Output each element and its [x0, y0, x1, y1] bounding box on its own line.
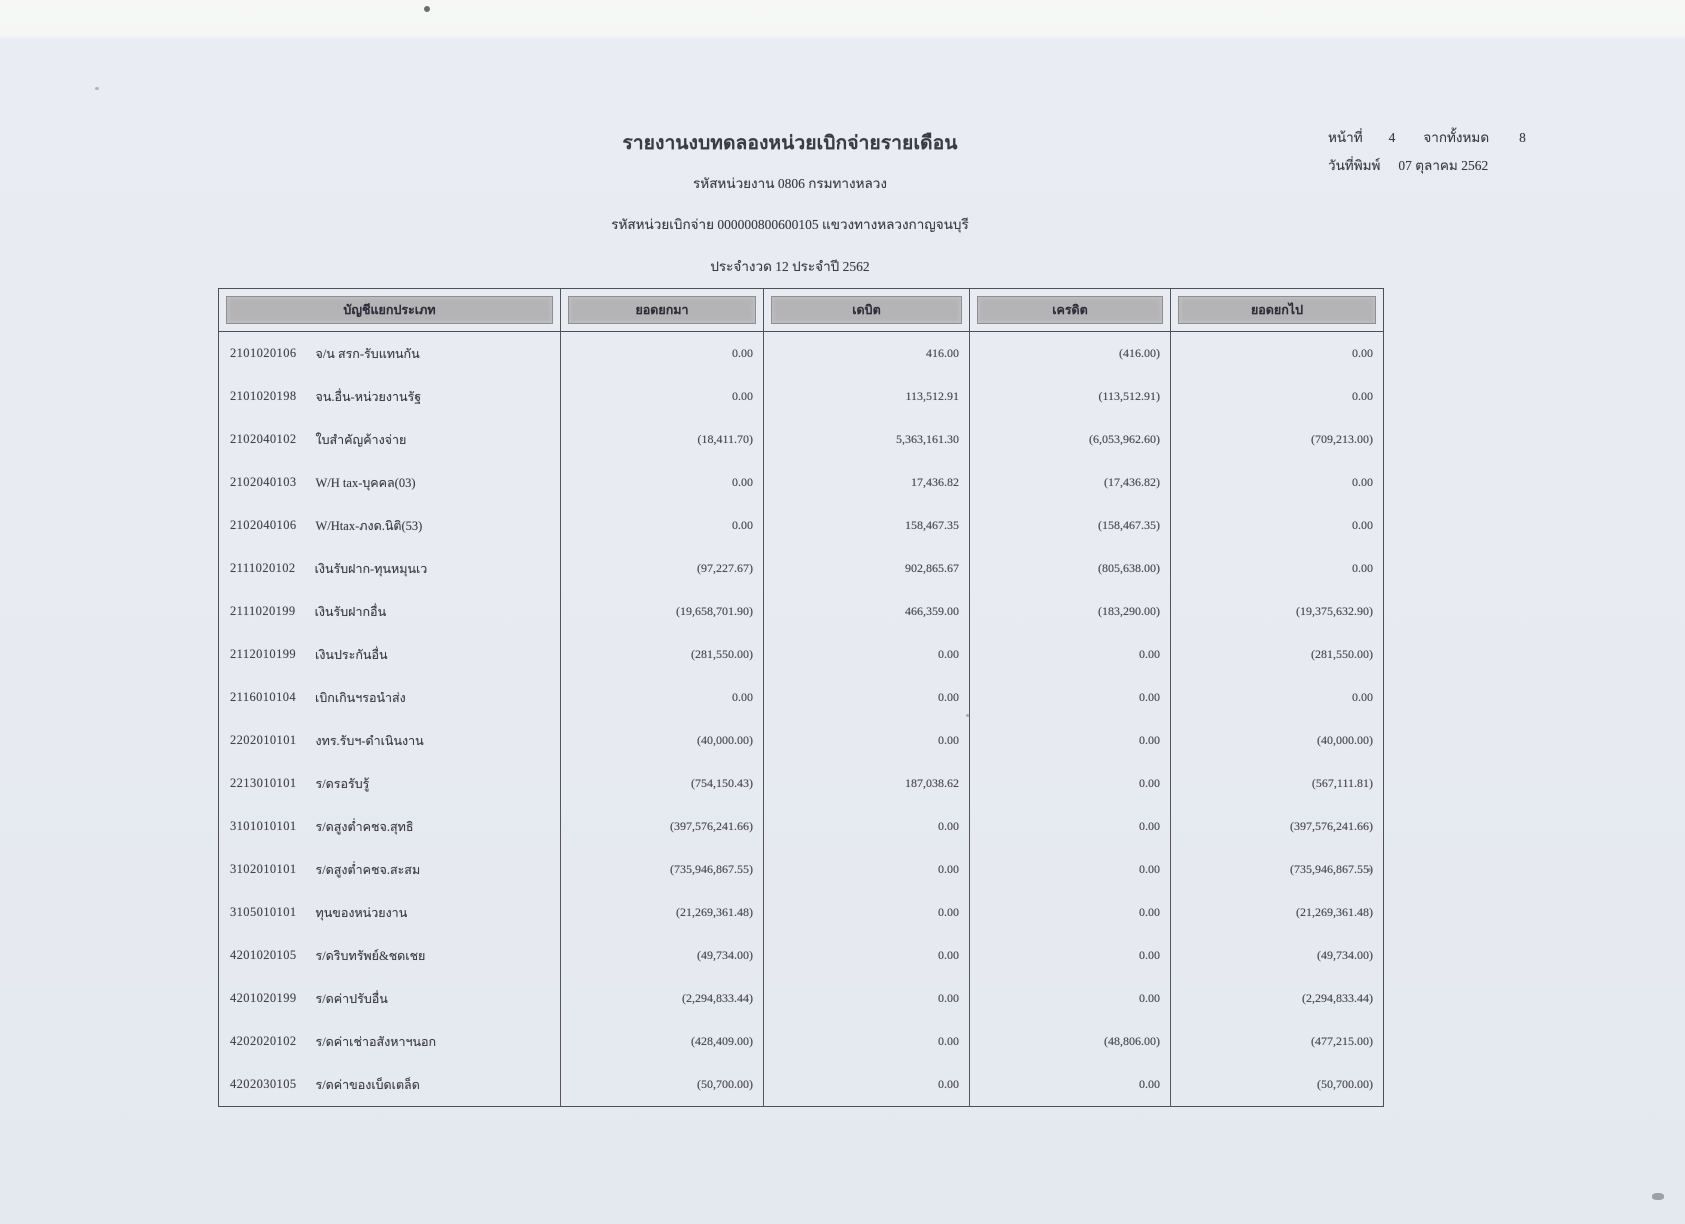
account-code: 2101020106	[230, 346, 297, 360]
header-cell-brought-forward	[561, 289, 764, 331]
carry-forward-cell: 0.00	[1352, 518, 1373, 532]
table-row	[219, 375, 1383, 418]
table-row	[219, 1020, 1383, 1063]
debit-cell: 466,359.00	[764, 590, 970, 633]
debit-cell: 17,436.82	[764, 461, 970, 504]
account-name: ทุนของหน่วยงาน	[315, 905, 408, 920]
account-name: ร/ดสูงต่ำคชจ.สะสม	[315, 862, 421, 877]
account-name: จน.อื่น-หน่วยงานรัฐ	[315, 389, 422, 404]
carry-forward-cell: 0.00	[1352, 389, 1373, 403]
carry-forward-cell: (397,576,241.66)	[1290, 819, 1373, 833]
account-code: 2101020198	[230, 389, 297, 403]
account-cell	[219, 418, 561, 461]
account-cell	[219, 1063, 561, 1106]
brought-forward-cell: 0.00	[561, 332, 764, 375]
total-pages-label: จากทั้งหมด	[1423, 130, 1490, 145]
debit-cell: 0.00	[764, 848, 970, 891]
agency-code-line: รหัสหน่วยงาน 0806 กรมทางหลวง	[693, 176, 887, 191]
account-code: 2213010101	[230, 776, 297, 790]
credit-cell: 0.00	[970, 633, 1171, 676]
carry-forward-cell: (281,550.00)	[1311, 647, 1373, 661]
scan-speck	[1652, 1193, 1664, 1200]
brought-forward-cell: (49,734.00)	[561, 934, 764, 977]
carry-forward-cell: (40,000.00)	[1317, 733, 1373, 747]
table-row	[219, 891, 1383, 934]
credit-cell: 0.00	[970, 1063, 1171, 1106]
header-cell-debit	[764, 289, 970, 331]
debit-cell: 0.00	[764, 977, 970, 1020]
carry-forward-cell: (49,734.00)	[1317, 948, 1373, 962]
account-code: 2112010199	[230, 647, 297, 661]
column-header-carry-forward: ยอดยกไป	[1178, 296, 1376, 324]
account-name: ร/ดค่าเช่าอสังหาฯนอก	[315, 1034, 437, 1049]
credit-cell: (183,290.00)	[970, 590, 1171, 633]
account-cell	[219, 891, 561, 934]
account-cell	[219, 762, 561, 805]
debit-cell: 902,865.67	[764, 547, 970, 590]
brought-forward-cell: (281,550.00)	[561, 633, 764, 676]
header-cell-credit	[970, 289, 1171, 331]
column-header-brought-forward: ยอดยกมา	[568, 296, 756, 324]
account-code: 2102040103	[230, 475, 297, 489]
account-code: 3105010101	[230, 905, 297, 919]
column-header-account: บัญชีแยกประเภท	[226, 296, 553, 324]
credit-cell: 0.00	[970, 934, 1171, 977]
carry-forward-cell: (735,946,867.55)	[1290, 862, 1373, 876]
account-name: งทร.รับฯ-ดำเนินงาน	[315, 733, 424, 748]
carry-forward-cell: (477,215.00)	[1311, 1034, 1373, 1048]
table-row	[219, 848, 1383, 891]
brought-forward-cell: (754,150.43)	[561, 762, 764, 805]
scan-speck	[424, 6, 430, 12]
trial-balance-table	[218, 288, 1384, 1107]
brought-forward-cell: (735,946,867.55)	[561, 848, 764, 891]
table-row	[219, 676, 1383, 719]
account-code: 4202030105	[230, 1077, 297, 1091]
table-row	[219, 934, 1383, 977]
header-cell-carry-forward	[1171, 289, 1383, 331]
credit-cell: (416.00)	[970, 332, 1171, 375]
debit-cell: 158,467.35	[764, 504, 970, 547]
account-cell	[219, 547, 561, 590]
account-name: ร/ดสูงต่ำคชจ.สุทธิ	[315, 819, 414, 834]
debit-cell: 0.00	[764, 633, 970, 676]
carry-forward-cell: (567,111.81)	[1311, 776, 1373, 790]
table-row	[219, 805, 1383, 848]
account-code: 2102040102	[230, 432, 297, 446]
account-name: ร/ดรอรับรู้	[315, 776, 370, 791]
account-name: ร/ดค่าปรับอื่น	[315, 991, 388, 1006]
account-code: 4201020105	[230, 948, 297, 962]
account-code: 2202010101	[230, 733, 297, 747]
total-pages: 8	[1519, 130, 1526, 145]
account-cell	[219, 1020, 561, 1063]
debit-cell: 187,038.62	[764, 762, 970, 805]
brought-forward-cell: 0.00	[561, 504, 764, 547]
page-number-line	[1328, 124, 1526, 152]
credit-cell: (6,053,962.60)	[970, 418, 1171, 461]
table-row	[219, 547, 1383, 590]
brought-forward-cell: 0.00	[561, 375, 764, 418]
debit-cell: 0.00	[764, 805, 970, 848]
brought-forward-cell: (21,269,361.48)	[561, 891, 764, 934]
report-header	[220, 128, 1360, 277]
brought-forward-cell: (428,409.00)	[561, 1020, 764, 1063]
account-code: 2111020199	[230, 604, 296, 618]
table-row	[219, 418, 1383, 461]
brought-forward-cell: 0.00	[561, 676, 764, 719]
carry-forward-cell: 0.00	[1352, 475, 1373, 489]
account-code: 4202020102	[230, 1034, 297, 1048]
carry-forward-cell: (19,375,632.90)	[1296, 604, 1373, 618]
carry-forward-cell: 0.00	[1352, 690, 1373, 704]
debit-cell: 113,512.91	[764, 375, 970, 418]
period-line: ประจำงวด 12 ประจำปี 2562	[710, 259, 870, 274]
account-cell	[219, 848, 561, 891]
account-name: ใบสำคัญค้างจ่าย	[315, 432, 407, 447]
table-row	[219, 719, 1383, 762]
account-name: W/H tax-บุคคล(03)	[315, 475, 416, 490]
account-name: เบิกเกินฯรอนำส่ง	[315, 690, 406, 705]
column-header-credit: เครดิต	[977, 296, 1163, 324]
account-cell	[219, 805, 561, 848]
account-name: เงินประกันอื่น	[315, 647, 388, 662]
column-header-debit: เดบิต	[771, 296, 962, 324]
page-number: 4	[1388, 130, 1396, 145]
credit-cell: (48,806.00)	[970, 1020, 1171, 1063]
print-date-line	[1328, 152, 1526, 180]
credit-cell: (17,436.82)	[970, 461, 1171, 504]
carry-forward-cell: (50,700.00)	[1317, 1077, 1373, 1091]
account-name: เงินรับฝากอื่น	[314, 604, 387, 619]
account-name: ร/ดค่าของเบ็ดเตล็ด	[315, 1077, 420, 1092]
credit-cell: (805,638.00)	[970, 547, 1171, 590]
credit-cell: 0.00	[970, 977, 1171, 1020]
table-row	[219, 332, 1383, 375]
brought-forward-cell: (2,294,833.44)	[561, 977, 764, 1020]
brought-forward-cell: (397,576,241.66)	[561, 805, 764, 848]
brought-forward-cell: (97,227.67)	[561, 547, 764, 590]
account-cell	[219, 633, 561, 676]
brought-forward-cell: (19,658,701.90)	[561, 590, 764, 633]
account-code: 4201020199	[230, 991, 297, 1005]
brought-forward-cell: (40,000.00)	[561, 719, 764, 762]
debit-cell: 416.00	[764, 332, 970, 375]
brought-forward-cell: (18,411.70)	[561, 418, 764, 461]
table-row	[219, 590, 1383, 633]
debit-cell: 0.00	[764, 676, 970, 719]
account-cell	[219, 461, 561, 504]
account-cell	[219, 590, 561, 633]
account-code: 3101010101	[230, 819, 297, 833]
debit-cell: 5,363,161.30	[764, 418, 970, 461]
account-code: 2102040106	[230, 518, 297, 532]
carry-forward-cell: (2,294,833.44)	[1302, 991, 1373, 1005]
credit-cell: (158,467.35)	[970, 504, 1171, 547]
debit-cell: 0.00	[764, 891, 970, 934]
page-label: หน้าที่	[1328, 130, 1363, 145]
carry-forward-cell: 0.00	[1352, 561, 1373, 575]
debit-cell: 0.00	[764, 1063, 970, 1106]
print-date-value: 07 ตุลาคม 2562	[1398, 158, 1489, 173]
table-row	[219, 504, 1383, 547]
account-cell	[219, 332, 561, 375]
credit-cell: 0.00	[970, 805, 1171, 848]
credit-cell: 0.00	[970, 762, 1171, 805]
account-name: ร/ดริบทรัพย์&ชดเชย	[315, 948, 426, 963]
scan-speck	[95, 87, 99, 90]
table-row	[219, 461, 1383, 504]
account-code: 2116010104	[230, 690, 297, 704]
account-cell	[219, 676, 561, 719]
brought-forward-cell: (50,700.00)	[561, 1063, 764, 1106]
carry-forward-cell: 0.00	[1352, 346, 1373, 360]
account-cell	[219, 977, 561, 1020]
disbursement-unit-line: รหัสหน่วยเบิกจ่าย 000000800600105 แขวงทางหลวงกาญจนบุรี	[611, 217, 969, 232]
report-title: รายงานงบทดลองหน่วยเบิกจ่ายรายเดือน	[622, 133, 958, 154]
account-name: จ/น สรก-รับแทนกัน	[315, 346, 420, 361]
debit-cell: 0.00	[764, 1020, 970, 1063]
credit-cell: 0.00	[970, 848, 1171, 891]
debit-cell: 0.00	[764, 934, 970, 977]
credit-cell: 0.00	[970, 719, 1171, 762]
account-cell	[219, 719, 561, 762]
header-cell-account	[219, 289, 561, 331]
debit-cell: 0.00	[764, 719, 970, 762]
print-date-label: วันที่พิมพ์	[1328, 158, 1381, 173]
account-code: 2111020102	[230, 561, 296, 575]
account-code: 3102010101	[230, 862, 297, 876]
table-row	[219, 977, 1383, 1020]
table-row	[219, 633, 1383, 676]
carry-forward-cell: (21,269,361.48)	[1296, 905, 1373, 919]
account-cell	[219, 504, 561, 547]
credit-cell: 0.00	[970, 676, 1171, 719]
credit-cell: (113,512.91)	[970, 375, 1171, 418]
page-info	[1328, 124, 1526, 180]
brought-forward-cell: 0.00	[561, 461, 764, 504]
credit-cell: 0.00	[970, 891, 1171, 934]
account-name: เงินรับฝาก-ทุนหมุนเว	[314, 561, 428, 576]
carry-forward-cell: (709,213.00)	[1311, 432, 1373, 446]
account-cell	[219, 375, 561, 418]
table-row	[219, 1063, 1383, 1106]
table-row	[219, 762, 1383, 805]
table-body	[219, 332, 1383, 1106]
account-cell	[219, 934, 561, 977]
account-name: W/Htax-ภงด.นิติ(53)	[315, 518, 423, 533]
table-header-row	[219, 289, 1383, 332]
